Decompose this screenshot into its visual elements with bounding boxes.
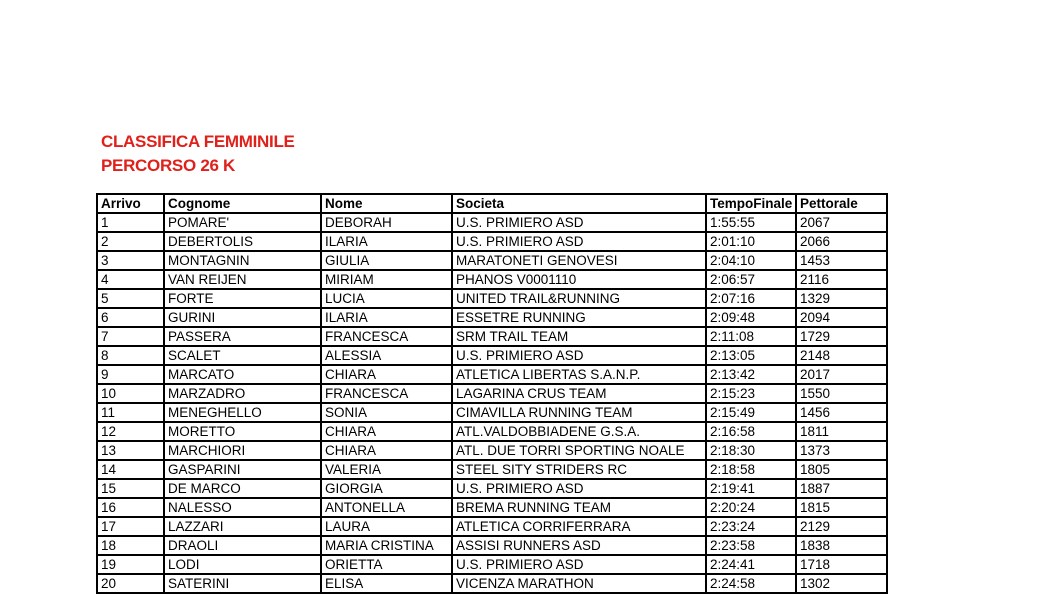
cell-pettorale: 2129	[796, 517, 887, 536]
cell-nome: CHIARA	[321, 365, 452, 384]
cell-societa: SRM TRAIL TEAM	[452, 327, 706, 346]
cell-nome: MARIA CRISTINA	[321, 536, 452, 555]
column-header-nome: Nome	[321, 194, 452, 213]
cell-arrivo: 17	[97, 517, 164, 536]
cell-nome: LUCIA	[321, 289, 452, 308]
cell-arrivo: 19	[97, 555, 164, 574]
table-row	[97, 460, 887, 479]
cell-cognome: POMARE'	[164, 213, 321, 232]
cell-nome: CHIARA	[321, 422, 452, 441]
cell-arrivo: 1	[97, 213, 164, 232]
cell-arrivo: 14	[97, 460, 164, 479]
page-subtitle: PERCORSO 26 K	[101, 156, 236, 175]
cell-nome: VALERIA	[321, 460, 452, 479]
cell-arrivo: 6	[97, 308, 164, 327]
table-row	[97, 555, 887, 574]
cell-tempo-finale: 2:07:16	[706, 289, 796, 308]
cell-arrivo: 2	[97, 232, 164, 251]
cell-nome: GIORGIA	[321, 479, 452, 498]
table-row	[97, 232, 887, 251]
table-row	[97, 498, 887, 517]
cell-tempo-finale: 2:18:30	[706, 441, 796, 460]
cell-societa: ASSISI RUNNERS ASD	[452, 536, 706, 555]
cell-societa: U.S. PRIMIERO ASD	[452, 213, 706, 232]
cell-nome: GIULIA	[321, 251, 452, 270]
cell-pettorale: 1838	[796, 536, 887, 555]
cell-pettorale: 2066	[796, 232, 887, 251]
cell-pettorale: 2094	[796, 308, 887, 327]
cell-pettorale: 1373	[796, 441, 887, 460]
cell-cognome: DEBERTOLIS	[164, 232, 321, 251]
cell-tempo-finale: 2:04:10	[706, 251, 796, 270]
cell-tempo-finale: 1:55:55	[706, 213, 796, 232]
cell-arrivo: 16	[97, 498, 164, 517]
cell-societa: ATL. DUE TORRI SPORTING NOALE	[452, 441, 706, 460]
cell-cognome: MORETTO	[164, 422, 321, 441]
table-row	[97, 213, 887, 232]
cell-cognome: FORTE	[164, 289, 321, 308]
cell-societa: MARATONETI GENOVESI	[452, 251, 706, 270]
cell-pettorale: 1550	[796, 384, 887, 403]
cell-cognome: MARZADRO	[164, 384, 321, 403]
cell-societa: ESSETRE RUNNING	[452, 308, 706, 327]
cell-societa: U.S. PRIMIERO ASD	[452, 232, 706, 251]
column-header-tempo-finale: TempoFinale	[706, 194, 796, 213]
cell-pettorale: 1718	[796, 555, 887, 574]
cell-societa: STEEL SITY STRIDERS RC	[452, 460, 706, 479]
cell-nome: ORIETTA	[321, 555, 452, 574]
cell-tempo-finale: 2:01:10	[706, 232, 796, 251]
cell-tempo-finale: 2:06:57	[706, 270, 796, 289]
table-row	[97, 365, 887, 384]
cell-nome: ILARIA	[321, 308, 452, 327]
cell-societa: VICENZA MARATHON	[452, 574, 706, 593]
cell-cognome: LAZZARI	[164, 517, 321, 536]
column-header-pettorale: Pettorale	[796, 194, 887, 213]
cell-nome: LAURA	[321, 517, 452, 536]
cell-tempo-finale: 2:24:41	[706, 555, 796, 574]
table-row	[97, 251, 887, 270]
cell-societa: ATL.VALDOBBIADENE G.S.A.	[452, 422, 706, 441]
table-row	[97, 403, 887, 422]
table-row	[97, 517, 887, 536]
table-row	[97, 479, 887, 498]
cell-societa: U.S. PRIMIERO ASD	[452, 555, 706, 574]
cell-pettorale: 2116	[796, 270, 887, 289]
cell-tempo-finale: 2:13:42	[706, 365, 796, 384]
cell-arrivo: 20	[97, 574, 164, 593]
cell-pettorale: 1456	[796, 403, 887, 422]
column-header-cognome: Cognome	[164, 194, 321, 213]
cell-nome: CHIARA	[321, 441, 452, 460]
cell-cognome: MARCATO	[164, 365, 321, 384]
table-header-row	[97, 194, 887, 213]
cell-nome: DEBORAH	[321, 213, 452, 232]
results-table-body	[97, 213, 887, 593]
cell-arrivo: 13	[97, 441, 164, 460]
cell-societa: LAGARINA CRUS TEAM	[452, 384, 706, 403]
table-row	[97, 327, 887, 346]
cell-cognome: SCALET	[164, 346, 321, 365]
cell-tempo-finale: 2:20:24	[706, 498, 796, 517]
cell-arrivo: 12	[97, 422, 164, 441]
cell-arrivo: 10	[97, 384, 164, 403]
cell-tempo-finale: 2:18:58	[706, 460, 796, 479]
column-header-arrivo: Arrivo	[97, 194, 164, 213]
table-row	[97, 346, 887, 365]
cell-societa: BREMA RUNNING TEAM	[452, 498, 706, 517]
cell-nome: SONIA	[321, 403, 452, 422]
cell-nome: ANTONELLA	[321, 498, 452, 517]
cell-nome: MIRIAM	[321, 270, 452, 289]
cell-arrivo: 18	[97, 536, 164, 555]
cell-pettorale: 2148	[796, 346, 887, 365]
cell-pettorale: 2067	[796, 213, 887, 232]
cell-arrivo: 4	[97, 270, 164, 289]
cell-cognome: MENEGHELLO	[164, 403, 321, 422]
table-row	[97, 308, 887, 327]
cell-tempo-finale: 2:09:48	[706, 308, 796, 327]
cell-nome: ELISA	[321, 574, 452, 593]
page-title: CLASSIFICA FEMMINILE	[101, 132, 295, 151]
results-table	[96, 193, 888, 594]
cell-pettorale: 1453	[796, 251, 887, 270]
cell-pettorale: 1805	[796, 460, 887, 479]
cell-arrivo: 15	[97, 479, 164, 498]
cell-tempo-finale: 2:15:49	[706, 403, 796, 422]
cell-nome: ALESSIA	[321, 346, 452, 365]
cell-arrivo: 5	[97, 289, 164, 308]
cell-pettorale: 1811	[796, 422, 887, 441]
cell-tempo-finale: 2:23:58	[706, 536, 796, 555]
cell-pettorale: 2017	[796, 365, 887, 384]
cell-tempo-finale: 2:15:23	[706, 384, 796, 403]
cell-arrivo: 11	[97, 403, 164, 422]
cell-arrivo: 7	[97, 327, 164, 346]
cell-cognome: SATERINI	[164, 574, 321, 593]
cell-nome: ILARIA	[321, 232, 452, 251]
cell-pettorale: 1815	[796, 498, 887, 517]
cell-pettorale: 1302	[796, 574, 887, 593]
cell-cognome: VAN REIJEN	[164, 270, 321, 289]
cell-societa: U.S. PRIMIERO ASD	[452, 479, 706, 498]
cell-tempo-finale: 2:24:58	[706, 574, 796, 593]
cell-cognome: MARCHIORI	[164, 441, 321, 460]
cell-cognome: GASPARINI	[164, 460, 321, 479]
table-row	[97, 536, 887, 555]
cell-societa: ATLETICA CORRIFERRARA	[452, 517, 706, 536]
cell-nome: FRANCESCA	[321, 384, 452, 403]
cell-tempo-finale: 2:16:58	[706, 422, 796, 441]
cell-arrivo: 9	[97, 365, 164, 384]
cell-cognome: MONTAGNIN	[164, 251, 321, 270]
table-row	[97, 441, 887, 460]
cell-societa: U.S. PRIMIERO ASD	[452, 346, 706, 365]
cell-societa: UNITED TRAIL&RUNNING	[452, 289, 706, 308]
cell-tempo-finale: 2:11:08	[706, 327, 796, 346]
cell-nome: FRANCESCA	[321, 327, 452, 346]
cell-arrivo: 8	[97, 346, 164, 365]
cell-societa: ATLETICA LIBERTAS S.A.N.P.	[452, 365, 706, 384]
table-row	[97, 422, 887, 441]
cell-tempo-finale: 2:19:41	[706, 479, 796, 498]
cell-cognome: LODI	[164, 555, 321, 574]
column-header-societa: Societa	[452, 194, 706, 213]
cell-pettorale: 1887	[796, 479, 887, 498]
table-row	[97, 574, 887, 593]
cell-arrivo: 3	[97, 251, 164, 270]
cell-cognome: DE MARCO	[164, 479, 321, 498]
table-row	[97, 270, 887, 289]
cell-pettorale: 1729	[796, 327, 887, 346]
cell-societa: CIMAVILLA RUNNING TEAM	[452, 403, 706, 422]
table-row	[97, 289, 887, 308]
cell-cognome: PASSERA	[164, 327, 321, 346]
cell-cognome: GURINI	[164, 308, 321, 327]
cell-tempo-finale: 2:23:24	[706, 517, 796, 536]
cell-cognome: NALESSO	[164, 498, 321, 517]
cell-cognome: DRAOLI	[164, 536, 321, 555]
cell-tempo-finale: 2:13:05	[706, 346, 796, 365]
cell-societa: PHANOS V0001110	[452, 270, 706, 289]
cell-pettorale: 1329	[796, 289, 887, 308]
table-row	[97, 384, 887, 403]
